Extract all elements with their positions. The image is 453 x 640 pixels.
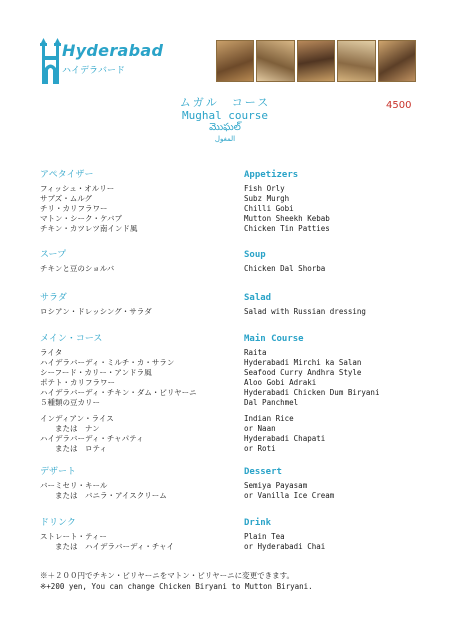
note-jp: ※＋２００円でチキン・ビリヤーニをマトン・ビリヤーニに変更できます。 bbox=[40, 571, 295, 580]
menu-item-en: Aloo Gobi Adraki bbox=[244, 378, 317, 387]
menu-item-en: Indian Rice bbox=[244, 414, 294, 423]
menu-item-jp: または バニラ・アイスクリーム bbox=[40, 491, 167, 500]
menu-item-jp: チキン・カツレツ南インド風 bbox=[40, 224, 138, 233]
menu-item-en: Fish Orly bbox=[244, 184, 285, 193]
menu-item-jp: または ハイデラバーディ・チャイ bbox=[40, 542, 175, 551]
section-items-jp bbox=[40, 264, 114, 274]
menu-item-en: Raita bbox=[244, 348, 267, 357]
course-price: 4500 bbox=[386, 100, 412, 111]
section-items-en bbox=[244, 307, 366, 317]
menu-item-en: Dal Panchmel bbox=[244, 398, 299, 407]
menu-item-en: Plain Tea bbox=[244, 532, 285, 541]
menu-item-jp: バーミセリ・キール bbox=[40, 481, 108, 490]
course-title-jp: ムガル コース bbox=[179, 96, 271, 109]
menu-item-jp: ハイデラバーディ・チキン・ダム・ビリヤーニ bbox=[40, 388, 197, 397]
menu-item-en: Chicken Dal Shorba bbox=[244, 264, 326, 273]
menu-item-jp: フィッシュ・オルリー bbox=[40, 184, 115, 193]
section-items-jp bbox=[40, 481, 167, 501]
menu-item-en: Hyderabadi Chapati bbox=[244, 434, 326, 443]
menu-item-jp: ポテト・カリフラワー bbox=[40, 378, 115, 387]
course-title-en: Mughal course bbox=[181, 109, 269, 122]
menu-item-jp: ５種類の豆カリー bbox=[40, 398, 100, 407]
section-title-jp: ドリンク bbox=[40, 518, 76, 528]
section-items-jp bbox=[40, 184, 137, 234]
section-title-en: Salad bbox=[244, 293, 272, 303]
course-title bbox=[150, 96, 300, 144]
menu-item-en: or Roti bbox=[244, 444, 276, 453]
menu-item-jp: または ナン bbox=[40, 424, 100, 433]
section-title-en: Appetizers bbox=[244, 170, 299, 180]
section-items-en bbox=[244, 264, 325, 274]
menu-item-en: Chilli Gobi bbox=[244, 204, 294, 213]
menu-item-jp: マトン・シーク・ケバブ bbox=[40, 214, 123, 223]
menu-item-jp: ハイデラバーディ・ミルチ・カ・サラン bbox=[40, 358, 175, 367]
section-title-jp: アペタイザー bbox=[40, 170, 94, 180]
menu-item-jp: シーフード・カリー・アンドラ風 bbox=[40, 368, 152, 377]
menu-item-en: or Vanilla Ice Cream bbox=[244, 491, 335, 500]
section-items-en bbox=[244, 481, 334, 501]
menu-item-en: Hyderabadi Chicken Dum Biryani bbox=[244, 388, 380, 397]
menu-item-en: Hyderabadi Mirchi ka Salan bbox=[244, 358, 362, 367]
section-items-en bbox=[244, 184, 330, 234]
menu-item-en: Salad with Russian dressing bbox=[244, 307, 366, 316]
menu-item-jp: または ロティ bbox=[40, 444, 107, 453]
section-title-jp: スープ bbox=[40, 250, 67, 260]
section-items-jp bbox=[40, 532, 174, 552]
logo-name: Hyderabad bbox=[62, 41, 164, 60]
menu-item-en: Semiya Payasam bbox=[244, 481, 308, 490]
mughal-painting-icon bbox=[216, 40, 416, 82]
section-title-en: Soup bbox=[244, 250, 266, 260]
menu-item-en: Chicken Tin Patties bbox=[244, 224, 330, 233]
section-title-jp: サラダ bbox=[40, 293, 67, 303]
menu-item-jp: チキンと豆のショルバ bbox=[40, 264, 115, 273]
course-title-arabic: المغول bbox=[214, 135, 236, 143]
menu-item-jp: ハイデラバーディ・チャパティ bbox=[40, 434, 144, 443]
section-items-jp bbox=[40, 307, 152, 317]
menu-item-jp: ストレート・ティー bbox=[40, 532, 107, 541]
course-title-telugu: మొఘల్ bbox=[209, 122, 241, 133]
menu-item-jp: チリ・カリフラワー bbox=[40, 204, 108, 213]
section-title-jp: メイン・コース bbox=[40, 334, 103, 344]
menu-item-en: Seafood Curry Andhra Style bbox=[244, 368, 362, 377]
menu-item-jp: インディアン・ライス bbox=[40, 414, 114, 423]
section-title-en: Dessert bbox=[244, 467, 282, 477]
menu-item-jp: サブズ・ムルグ bbox=[40, 194, 93, 203]
menu-item-en: or Hyderabadi Chai bbox=[244, 542, 326, 551]
section-items-en bbox=[244, 348, 379, 454]
menu-item-en: Mutton Sheekh Kebab bbox=[244, 214, 330, 223]
section-title-en: Main Course bbox=[244, 334, 304, 344]
menu-item-jp: ロシアン・ドレッシング・サラダ bbox=[40, 307, 152, 316]
section-title-jp: デザート bbox=[40, 467, 77, 477]
section-items-en bbox=[244, 532, 325, 552]
section-items-jp bbox=[40, 348, 197, 454]
note-en: ※+200 yen, You can change Chicken Biryani to Mutton Biryani. bbox=[40, 582, 313, 591]
section-title-en: Drink bbox=[244, 518, 272, 528]
logo-subtitle: ハイデラバード bbox=[62, 66, 126, 76]
menu-item-jp: ライタ bbox=[40, 348, 63, 357]
menu-item-en: or Naan bbox=[244, 424, 276, 433]
menu-item-en: Subz Murgh bbox=[244, 194, 290, 203]
